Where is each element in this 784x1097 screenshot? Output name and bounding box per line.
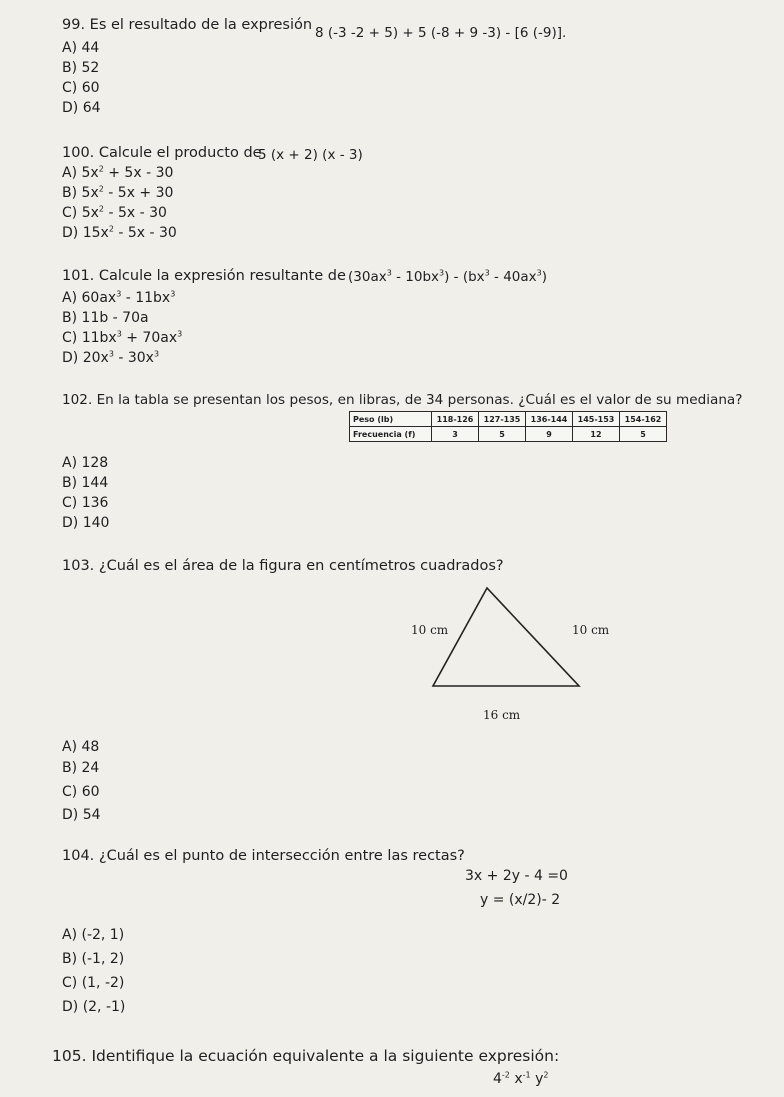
q102-text: 102. En la tabla se presentan los pesos, en libras, de 34 personas. ¿Cuál es el valor de su mediana? [62, 392, 743, 408]
q104-option-b: B) (-1, 2) [62, 951, 125, 967]
table-cell: 154-162 [620, 412, 667, 427]
table-cell: 3 [432, 427, 479, 442]
q101-text: 101. Calcule la expresión resultante de [62, 268, 346, 284]
q102-option-a: A) 128 [62, 455, 109, 471]
q105-expression: $4^{-2}$ $x^{-1}$ $y^2$ [493, 1070, 549, 1087]
q100-option-b: B) $5x^2 - 5x + 30$ [62, 184, 174, 201]
q104-text: 104. ¿Cuál es el punto de intersección entre las rectas? [62, 848, 465, 864]
q101-option-a: A) $60ax^3 - 11bx^3$ [62, 289, 176, 306]
q103-option-c: C) 60 [62, 784, 100, 800]
q99-option-a: A) 44 [62, 40, 100, 56]
q100-option-c: C) $5x^2 - 5x - 30$ [62, 204, 167, 221]
triangle-base-label: 16 cm [483, 708, 521, 722]
q104-option-d: D) (2, -1) [62, 999, 126, 1015]
q105-text: 105. Identifique la ecuación equivalente a la siguiente expresión: [52, 1047, 560, 1065]
q103-option-a: A) 48 [62, 739, 100, 755]
q102-option-b: B) 144 [62, 475, 109, 491]
q101-expression: $(30ax^3 - 10bx^3) - (bx^3 - 40ax^3)$ [348, 268, 548, 285]
triangle-right-side-label: 10 cm [572, 623, 610, 637]
q99-option-d: D) 64 [62, 100, 101, 116]
triangle-shape [433, 588, 579, 686]
weights-table [349, 411, 667, 442]
q104-option-c: C) (1, -2) [62, 975, 125, 991]
table-cell: 118-126 [432, 412, 479, 427]
q104-equation-1: 3x + 2y - 4 =0 [465, 868, 568, 884]
q104-option-a: A) (-2, 1) [62, 927, 125, 943]
table-header-frequency: Frecuencia (f) [350, 427, 432, 442]
q99-expression: 8 (-3 -2 + 5) + 5 (-8 + 9 -3) - [6 (-9)]. [315, 25, 567, 41]
q101-option-b: B) 11b - 70a [62, 310, 149, 326]
q102-option-c: C) 136 [62, 495, 109, 511]
table-cell: 5 [620, 427, 667, 442]
q103-option-d: D) 54 [62, 807, 101, 823]
table-row [350, 427, 667, 442]
table-cell: 12 [573, 427, 620, 442]
q104-equation-2: y = (x/2)- 2 [480, 892, 561, 908]
q99-text: 99. Es el resultado de la expresión [62, 17, 313, 33]
table-cell: 5 [479, 427, 526, 442]
table-cell: 9 [526, 427, 573, 442]
table-cell: 145-153 [573, 412, 620, 427]
q103-text: 103. ¿Cuál es el área de la figura en centímetros cuadrados? [62, 558, 504, 574]
q102-option-d: D) 140 [62, 515, 110, 531]
q100-option-d: D) $15x^2 - 5x - 30$ [62, 224, 177, 241]
table-row [350, 412, 667, 427]
q100-option-a: A) $5x^2 + 5x - 30$ [62, 164, 174, 181]
q99-option-c: C) 60 [62, 80, 100, 96]
table-cell: 136-144 [526, 412, 573, 427]
q100-expression: 5 (x + 2) (x - 3) [258, 147, 363, 163]
triangle-left-side-label: 10 cm [411, 623, 449, 637]
q101-option-d: D) $20x^3 - 30x^3$ [62, 349, 160, 366]
q103-option-b: B) 24 [62, 760, 100, 776]
q101-option-c: C) $11bx^3 + 70ax^3$ [62, 329, 183, 346]
triangle-figure [425, 582, 590, 692]
q100-text: 100. Calcule el producto de [62, 145, 262, 161]
table-header-weight: Peso (lb) [350, 412, 432, 427]
q99-option-b: B) 52 [62, 60, 100, 76]
table-cell: 127-135 [479, 412, 526, 427]
